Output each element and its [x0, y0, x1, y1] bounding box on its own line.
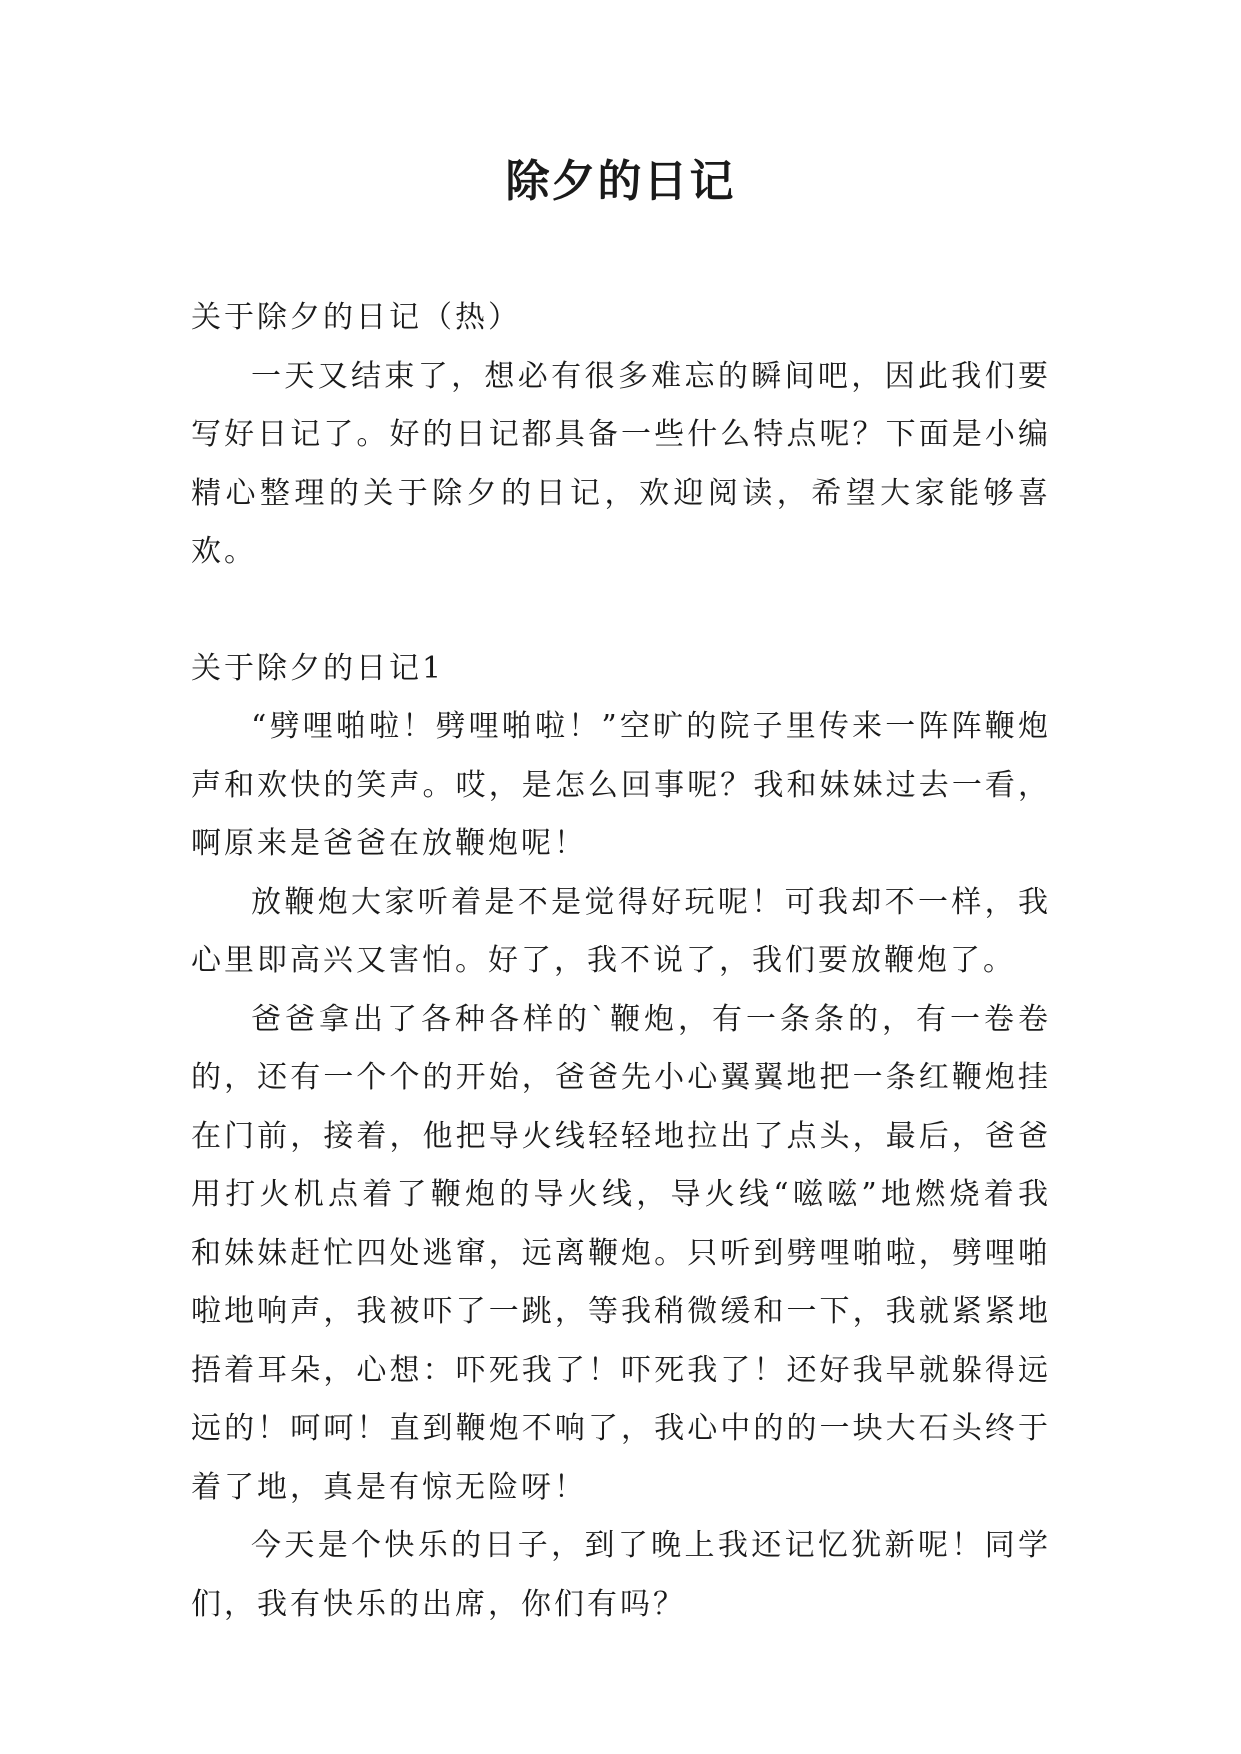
section1-heading: 关于除夕的日记1 [191, 650, 445, 686]
intro-heading: 关于除夕的日记（热） [191, 300, 521, 335]
document-title: 除夕的日记 [505, 156, 736, 207]
section1-paragraph-3: 爸爸拿出了各种各样的`鞭炮，有一条条的，有一卷卷的，还有一个个的开始，爸爸先小心翼翼地把一条红鞭炮挂在门前，接着，他把导火线轻轻地拉出了点头，最后，爸爸用打火机点着了鞭炮的导火线，导火线“嗞嗞”地燃烧着我和妹妹赶忙四处逃窜，远离鞭炮。只听到劈哩啪啦，劈哩啪啦地响声，我被吓了一跳，等我稍微缓和一下，我就紧紧地捂着耳朵，心想：吓死我了！吓死我了！还好我早就躲得远远的！呵呵！直到鞭炮不响了，我心中的的一块大石头终于着了地，真是有惊无险呀！ [191, 1001, 1051, 1505]
intro-paragraph: 一天又结束了，想必有很多难忘的瞬间吧，因此我们要写好日记了。好的日记都具备一些什么特点呢？下面是小编精心整理的关于除夕的日记，欢迎阅读，希望大家能够喜欢。 [191, 358, 1051, 569]
document-body [191, 289, 1051, 1634]
section-spacer [191, 582, 1051, 640]
section1-paragraph-2: 放鞭炮大家听着是不是觉得好玩呢！可我却不一样，我心里即高兴又害怕。好了，我不说了，我们要放鞭炮了。 [191, 884, 1051, 978]
section1-paragraph-1: “劈哩啪啦！劈哩啪啦！”空旷的院子里传来一阵阵鞭炮声和欢快的笑声。哎，是怎么回事呢？我和妹妹过去一看，啊原来是爸爸在放鞭炮呢！ [191, 709, 1051, 861]
section1-paragraph-4: 今天是个快乐的日子，到了晚上我还记忆犹新呢！同学们，我有快乐的出席，你们有吗？ [191, 1528, 1051, 1622]
